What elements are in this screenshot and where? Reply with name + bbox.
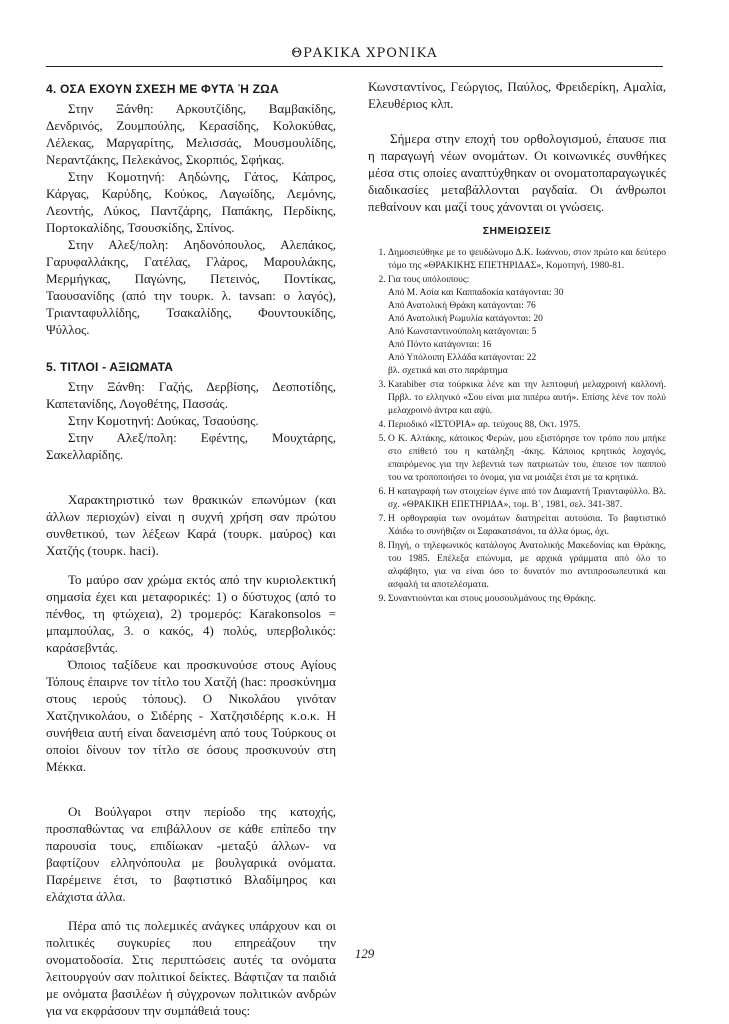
- note-subline: Από Πόντο κατάγονται: 16: [388, 340, 492, 350]
- section-5-paragraph: Στην Αλεξ/πολη: Εφέντης, Μουχτάρης, Σακελλαρίδης.: [46, 430, 336, 462]
- note-subline: Από Υπόλοιπη Ελλάδα κατάγονται: 22: [388, 353, 537, 363]
- note-text: Δημοσιεύθηκε με το ψευδώνυμο Δ.Κ. Ιωάννου, στον πρώτο και δεύτερο τόμο της «ΘΡΑΚΙΚΗΣ ΕΠΕΤΗΡΙΔΑΣ», Κομοτηνή, 1980-81.: [388, 248, 666, 271]
- page-number: 129: [354, 946, 375, 961]
- note-item: [388, 379, 666, 418]
- right-column: [368, 78, 666, 607]
- note-text: Η καταγραφή των στοιχείων έγινε από τον Διαμαντή Τριανταφύλλο. Βλ. σχ. «ΘΡΑΚΙΚΗ ΕΠΕΤΗΡΙΔΑ», τομ. Β΄, 1981, σελ. 341-387.: [388, 487, 666, 510]
- notes-list: [368, 247, 666, 606]
- left-column: [46, 78, 336, 1019]
- section-5-heading: 5. ΤΙΤΛΟΙ - ΑΞΙΩΜΑΤΑ: [46, 360, 174, 374]
- section-4-paragraph: Στην Ξάνθη: Αρκουτζίδης, Βαμβακίδης, Δενδρινός, Ζουμπούλης, Κερασίδης, Κολοκύθας, Λέλεκας, Μαργαρίτης, Μελισσάς, Μουσμουλίδης, Νεραντζάκης, Πελεκάνος, Σκορπιός, Σφήκας.: [46, 101, 336, 167]
- note-item: [388, 593, 666, 606]
- note-text: Η ορθογραφία των ονομάτων διατηρείται αυτούσια. Το βαφτιστικό Χάιδω το συνήθιζαν οι Σαρακατσάνοι, τα άλλα όμως, όχι.: [388, 514, 666, 537]
- note-subline: βλ. σχετικά και στο παράρτημα: [388, 366, 508, 376]
- section-5-paragraph: Στην Ξάνθη: Γαζής, Δερβίσης, Δεσποτίδης, Καπετανίδης, Λογοθέτης, Πασσάς.: [46, 379, 336, 411]
- note-item: [388, 486, 666, 512]
- section-4-heading: 4. ΟΣΑ ΕΧΟΥΝ ΣΧΕΣΗ ΜΕ ΦΥΤΑ Ή ΖΩΑ: [46, 82, 279, 96]
- note-subline: Από Μ. Ασία και Καππαδοκία κατάγονται: 30: [388, 288, 564, 298]
- note-text: Για τους υπόλοιπους:: [388, 275, 470, 285]
- note-text: Περιοδικό «ΙΣΤΟΡΙΑ» αρ. τεύχους 88, Οκτ. 1975.: [388, 420, 581, 430]
- note-subline: Από Ανατολική Θράκη κατάγονται: 76: [388, 301, 536, 311]
- note-subline: Από Ανατολική Ρωμυλία κατάγονται: 20: [388, 314, 543, 324]
- note-text: Karabiber στα τούρκικα λένε και την λεπτοφυή μελαχροινή καλλονή. Πρβλ. το ελληνικό «Σου είναι μια πιπέρω αυτή». Επίσης λένε τον πολύ μελαχροινό άντρα και αψύ.: [388, 380, 666, 416]
- note-item: [388, 419, 666, 432]
- note-item: [388, 247, 666, 273]
- body-paragraph: Οι Βούλγαροι στην περίοδο της κατοχής, προσπαθώντας να επιβάλλουν σε κάθε επίπεδο την παρουσία τους, επιδίωκαν -μεταξύ άλλων- να βαφτίζουν ελληνόπουλα με βουλγαρικά ονόματα. Παρέμεινε έτσι, το βαφτιστικό Βλαδίμηρος και ελάχιστα άλλα.: [46, 804, 336, 904]
- note-subline: Από Κωνσταντινούπολη κατάγονται: 5: [388, 327, 537, 337]
- note-text: Ο Κ. Αλτάκης, κάτοικος Φερών, μου εξιστόρησε τον τρόπο που μπήκε στο επίθετό του η κατάληξη -άκης. Κάποιος κρητικός λοχαγός, επαιρόμενος για την λεβεντιά των πατριωτών του, έπεισε τον παππού του να τροποποιήσει το όνομα, για να μοιάζει έτσι με τα κρητικά.: [388, 434, 666, 483]
- body-paragraph: Χαρακτηριστικό των θρακικών επωνύμων (και άλλων περιοχών) είναι η συχνή χρήση σαν πρώτου συνθετικού, των λέξεων Καρά (τουρκ. μαύρος) και Χατζής (τουρκ. haci).: [46, 492, 336, 558]
- body-paragraph: Όποιος ταξίδευε και προσκυνούσε στους Αγίους Τόπους έπαιρνε τον τίτλο του Χατζή (hac: προσκύνημα στους ιερούς τόπους). Ο Νικολάου γινόταν Χατζηνικολάου, ο Σιδέρης - Χατζησιδέρης κ.ο.κ. Η συνήθεια αυτή είναι δανεισμένη από τους Τούρκους οι οποίοι δίνουν τον τίτλο σε όσους προσκυνούν στη Μέκκα.: [46, 657, 336, 774]
- section-4-paragraph: Στην Αλεξ/πολη: Αηδονόπουλος, Αλεπάκος, Γαρυφαλλάκης, Γατέλας, Γλάρος, Μαρουλάκης, Μερμήγκας, Παγώνης, Πετεινός, Ποντίκας, Ταουσανίδης (από την τουρκ. λ. tavsan: ο λαγός), Τριανταφυλλίδης, Τσακαλίδης, Φουντουκίδης, Ψύλλος.: [46, 237, 336, 337]
- section-5-paragraph: Στην Κομοτηνή: Δούκας, Τσαούσης.: [68, 413, 259, 428]
- body-paragraph: Το μαύρο σαν χρώμα εκτός από την κυριολεκτική σημασία έχει και μεταφορικές: 1) ο δύστυχος (από το πένθος, τη φτώχεια), 2) τρομερός: Karakonsolos = μπαμπούλας, 3. ο κακός, 4) πολύς, υπερβολικός: καράσεβντάς.: [46, 572, 336, 655]
- note-item: [388, 513, 666, 539]
- note-item: [388, 540, 666, 592]
- continuation-paragraph: Κωνσταντίνος, Γεώργιος, Παύλος, Φρειδερίκη, Αμαλία, Ελευθέριος κλπ.: [368, 79, 666, 111]
- note-item: [388, 274, 666, 378]
- running-header: ΘΡΑΚΙΚΑ ΧΡΟΝΙΚΑ: [291, 46, 438, 61]
- body-paragraph: Πέρα από τις πολεμικές ανάγκες υπάρχουν και οι πολιτικές συγκυρίες που επηρεάζουν την ονοματοδοσία. Στις περιπτώσεις αυτές τα ονόματα λειτουργούν σαν πολιτικοί δείκτες. Βάφτιζαν τα παιδιά με ονόματα βασιλέων ή σύγχρονων πολιτικών ανδρών για να εκφράσουν την συμπάθειά τους:: [46, 918, 336, 1018]
- closing-paragraph: Σήμερα στην εποχή του ορθολογισμού, έπαυσε πια η παραγωγή νέων ονομάτων. Οι κοινωνικές συνθήκες μέσα στις οποίες αναπτύχθηκαν οι ονοματοπαραγωγικές διαδικασίες μεταβάλλονται ραγδαία. Οι άνθρωποι πεθαίνουν και μαζί τους χάνονται οι γνώσεις.: [368, 131, 666, 214]
- section-4-paragraph: Στην Κομοτηνή: Αηδώνης, Γάτος, Κάπρος, Κάργας, Καρύδης, Κούκος, Λαγωίδης, Λεμόνης, Λεοντής, Λύκος, Παντζάρης, Παπάκης, Περδίκης, Πορτοκαλίδης, Τσουσκίδης, Σπίνος.: [46, 169, 336, 235]
- note-item: [388, 433, 666, 485]
- notes-heading: ΣΗΜΕΙΩΣΕΙΣ: [482, 225, 552, 237]
- note-text: Συναντιούνται και στους μουσουλμάνους της Θράκης.: [388, 594, 596, 604]
- header-rule: [46, 66, 663, 67]
- note-text: Πηγή, ο τηλεφωνικός κατάλογος Ανατολικής Μακεδονίας και Θράκης, του 1985. Επέλεξα επώνυμα, με αρχικά γράμματα από όλο το αλφάβητο, για να είναι όσο το δυνατόν πιο αντιπροσωπευτικά και ασφαλή τα αποτελέσματα.: [388, 541, 666, 590]
